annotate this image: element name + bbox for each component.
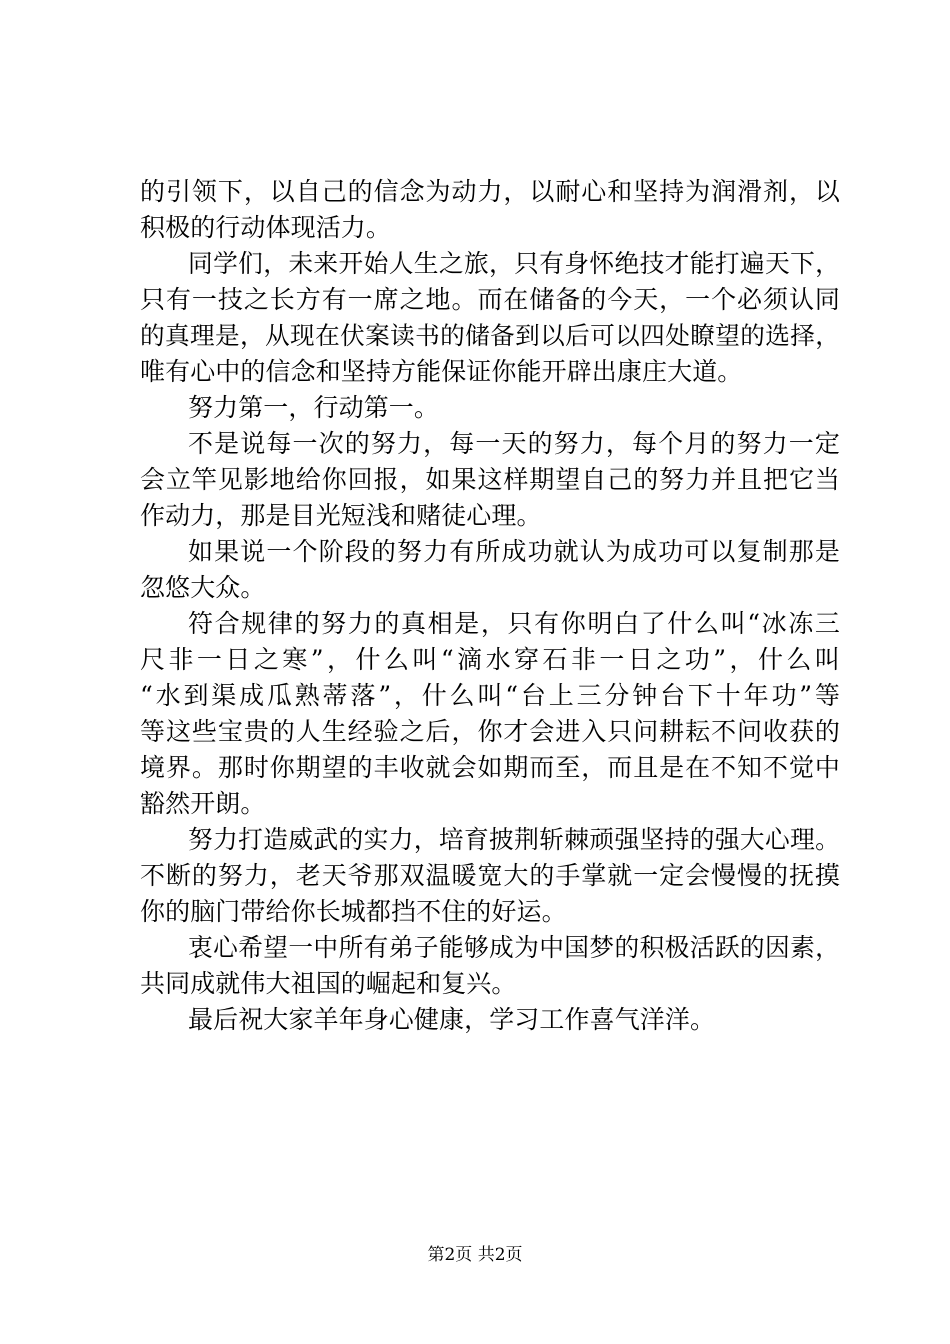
text-line: 你的脑门带给你长城都挡不住的好运。 [140,897,567,926]
text-line: 只有一技之长方有一席之地。而在储备的今天，一个必须认同 [140,285,840,314]
text-line: 努力第一，行动第一。 [188,393,440,422]
text-line: 的引领下，以自己的信念为动力，以耐心和坚持为润滑剂，以 [140,177,840,206]
text-line: 尺非一日之寒”，什么叫“滴水穿石非一日之功”，什么叫 [140,645,840,674]
text-line: 唯有心中的信念和坚持方能保证你能开辟出康庄大道。 [140,357,743,386]
text-line: 如果说一个阶段的努力有所成功就认为成功可以复制那是 [188,537,840,566]
text-line: 等这些宝贵的人生经验之后，你才会进入只问耕耘不问收获的 [140,717,840,746]
text-line: 符合规律的努力的真相是，只有你明白了什么叫“冰冻三 [188,609,840,638]
text-line: 衷心希望一中所有弟子能够成为中国梦的积极活跃的因素， [188,933,840,962]
text-line: 不是说每一次的努力，每一天的努力，每个月的努力一定 [188,429,840,458]
text-line: 积极的行动体现活力。 [140,213,392,242]
text-line: 作动力，那是目光短浅和赌徒心理。 [140,501,542,530]
text-line: 努力打造威武的实力，培育披荆斩棘顽强坚持的强大心理。 [188,825,840,854]
text-line: 境界。那时你期望的丰收就会如期而至，而且是在不知不觉中 [140,753,840,782]
text-line: 忽悠大众。 [140,573,266,602]
text-line: “水到渠成瓜熟蒂落”，什么叫“台上三分钟台下十年功”等 [140,681,840,710]
text-line: 会立竿见影地给你回报，如果这样期望自己的努力并且把它当 [140,465,840,494]
text-line: 共同成就伟大祖国的崛起和复兴。 [140,969,517,998]
text-line: 的真理是，从现在伏案读书的储备到以后可以四处瞭望的选择， [140,321,840,350]
text-line: 豁然开朗。 [140,789,266,818]
body-text [140,174,840,1038]
text-line: 同学们，未来开始人生之旅，只有身怀绝技才能打遍天下， [188,249,840,278]
page-footer: 第2页 共2页 [427,1245,523,1265]
text-line: 不断的努力，老天爷那双温暖宽大的手掌就一定会慢慢的抚摸 [140,861,840,890]
text-line: 最后祝大家羊年身心健康，学习工作喜气洋洋。 [188,1005,716,1034]
